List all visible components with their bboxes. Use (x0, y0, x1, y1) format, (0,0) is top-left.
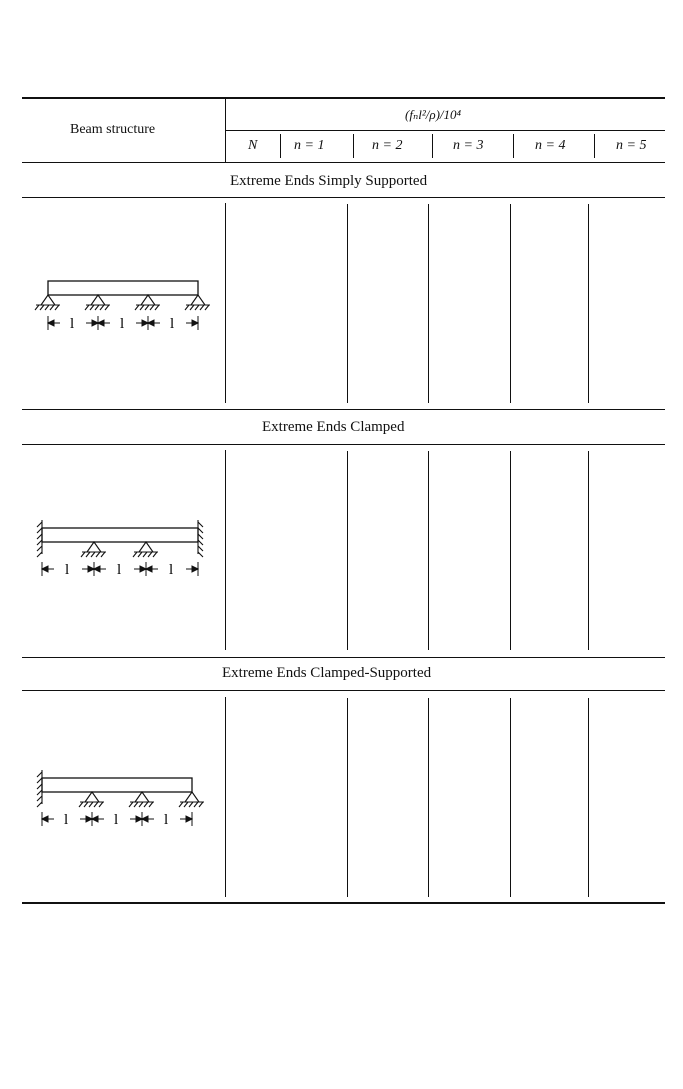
mode-header-2: n = 2 (372, 138, 403, 153)
section-bottom-rule (22, 409, 665, 410)
section-vertical-divider (225, 203, 226, 403)
column-separator (347, 698, 348, 897)
span-label: l (164, 812, 169, 828)
mode-header-4: n = 4 (535, 138, 566, 153)
column-separator (428, 451, 429, 650)
header-bottom-rule (22, 162, 665, 163)
section-rule (22, 444, 665, 445)
column-separator (428, 204, 429, 403)
column-separator (510, 698, 511, 897)
column-separator (347, 451, 348, 650)
clamped-wall-icon (37, 520, 203, 557)
column-separator (588, 204, 589, 403)
section-rule (22, 197, 665, 198)
pin-support-icon (35, 295, 210, 310)
span-label: l (117, 562, 122, 578)
section-vertical-divider (225, 450, 226, 650)
section-title: Extreme Ends Simply Supported (230, 173, 428, 189)
mode-header-1: n = 1 (294, 138, 325, 153)
table-top-rule (22, 97, 665, 99)
span-label: l (70, 316, 75, 332)
beam-diagram-clamped-supported (30, 768, 220, 834)
beam-diagram-clamped (30, 518, 220, 584)
column-separator (428, 698, 429, 897)
span-label: l (170, 316, 175, 332)
header-vertical-divider (225, 99, 226, 163)
mode-header-5: n = 5 (616, 138, 647, 153)
section-title: Extreme Ends Clamped (262, 419, 405, 435)
pin-support-icon (81, 542, 158, 557)
section-bottom-rule (22, 657, 665, 658)
section-vertical-divider (225, 697, 226, 897)
header-col-sep-3 (432, 134, 433, 158)
column-separator (510, 204, 511, 403)
span-label: l (65, 562, 70, 578)
header-col-sep-5 (594, 134, 595, 158)
table-bottom-rule (22, 902, 665, 904)
clamped-wall-icon (37, 770, 42, 807)
beam-structure-header: Beam structure (70, 122, 156, 137)
n-column-header: N (248, 138, 258, 153)
mode-header-3: n = 3 (453, 138, 484, 153)
section-title: Extreme Ends Clamped-Supported (222, 665, 432, 681)
column-separator (588, 451, 589, 650)
section-rule (22, 690, 665, 691)
header-col-sep-2 (353, 134, 354, 158)
column-separator (510, 451, 511, 650)
span-label: l (120, 316, 125, 332)
pin-support-icon (79, 792, 204, 807)
span-label: l (114, 812, 119, 828)
header-mid-rule (226, 130, 665, 131)
header-col-sep-1 (280, 134, 281, 158)
span-label: l (169, 562, 174, 578)
column-separator (588, 698, 589, 897)
frequency-formula-header: (fₙl²/ρ)/10⁴ (405, 107, 462, 122)
span-label: l (64, 812, 69, 828)
beam-diagram-simply-supported (30, 276, 220, 336)
column-separator (347, 204, 348, 403)
header-col-sep-4 (513, 134, 514, 158)
